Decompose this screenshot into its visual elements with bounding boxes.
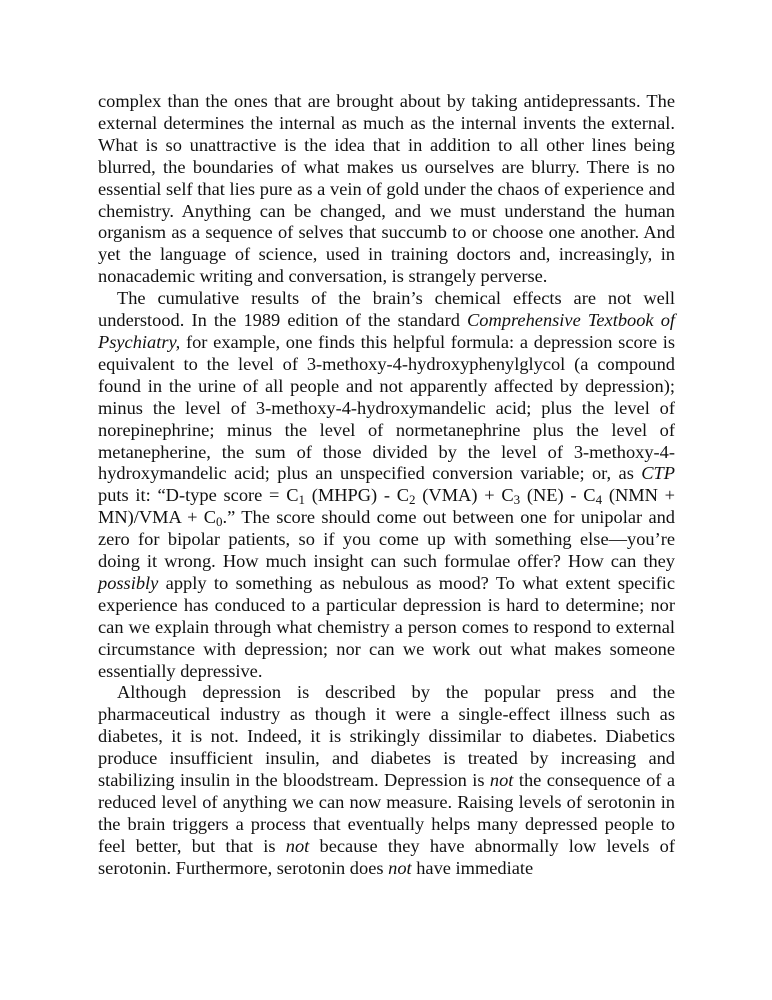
- abbreviation-italic: CTP: [641, 463, 675, 484]
- text-segment: The cumulative results of the brain’s chemical effects are not well understood. In the 1989 edition of the standard: [98, 288, 675, 331]
- formula-subscript: 0: [216, 514, 223, 530]
- formula-subscript: 2: [409, 492, 416, 508]
- emphasis-italic: not: [388, 857, 412, 878]
- emphasis-italic: not: [489, 770, 514, 791]
- text-segment: for example, one finds this helpful formula: a depression score is equivalent to the level of 3-methoxy-4-hydroxyphenylglycol (a compound found in the urine of all people and not apparently affected by depression); minus the level of 3-methoxy-4-hydroxymandelic acid; plus the level of norepinephrine; minus the level of normetanephrine plus the level of metanepherine, the sum of those divided by the level of 3-methoxy-4-hydroxymandelic acid; plus an unspecified conversion variable; or, as: [98, 331, 675, 484]
- formula-subscript: 4: [595, 492, 603, 508]
- formula-subscript: 1: [298, 492, 305, 508]
- paragraph-3: [98, 682, 675, 879]
- text-segment: have immediate: [411, 857, 534, 878]
- emphasis-italic: not: [285, 835, 310, 856]
- book-title-italic: Comprehensive Textbook of Psychiatry,: [98, 310, 675, 352]
- text-segment: apply to something as nebulous as mood? To what extent specific experience has conduced to a particular depression is hard to determine; nor can we explain through what chemistry a person comes to respond to external circumstance with depression; nor can we work out what makes someone essentially depressive.: [98, 572, 675, 681]
- formula-text: (NMN + MN)/VMA + C: [98, 485, 675, 528]
- text-segment: Although depression is described by the popular press and the pharmaceutical industry as though it were a single-effect illness such as diabetes, it is not. Indeed, it is strikingly dissimilar to diabetes. Diabetics produce insufficient insulin, and diabetes is treated by increasing and stabilizing insulin in the bloodstream. Depression is: [98, 682, 675, 791]
- emphasis-italic: possibly: [98, 572, 159, 593]
- formula-text: puts it: “D-type score = C: [98, 485, 299, 506]
- text-segment: .” The score should come out between one for unipolar and zero for bipolar patients, so if you come up with something else—you’re doing it wrong. How much insight can such formulae offer? How can they: [98, 507, 675, 572]
- paragraph-2: [98, 288, 675, 682]
- formula-text: (MHPG) - C: [304, 485, 410, 506]
- paragraph-1: [98, 91, 675, 288]
- document-page: [98, 91, 675, 880]
- formula-text: (VMA) + C: [415, 485, 514, 506]
- formula-subscript: 3: [513, 492, 521, 508]
- text-segment: complex than the ones that are brought about by taking antidepressants. The external determines the internal as much as the internal invents the external. What is so unattractive is the idea that in addition to all other lines being blurred, the boundaries of what makes us ourselves are blurry. There is no essential self that lies pure as a vein of gold under the chaos of experience and chemistry. Anything can be changed, and we must understand the human organism as a sequence of selves that succumb to or choose one another. And yet the language of science, used in training doctors and, increasingly, in nonacademic writing and conversation, is strangely perverse.: [98, 91, 675, 287]
- text-segment: the consequence of a reduced level of anything we can now measure. Raising levels of serotonin in the brain triggers a process that eventually helps many depressed people to feel better, but that is: [98, 770, 675, 856]
- text-segment: because they have abnormally low levels of serotonin. Furthermore, serotonin does: [98, 835, 675, 878]
- formula-text: (NE) - C: [520, 485, 596, 506]
